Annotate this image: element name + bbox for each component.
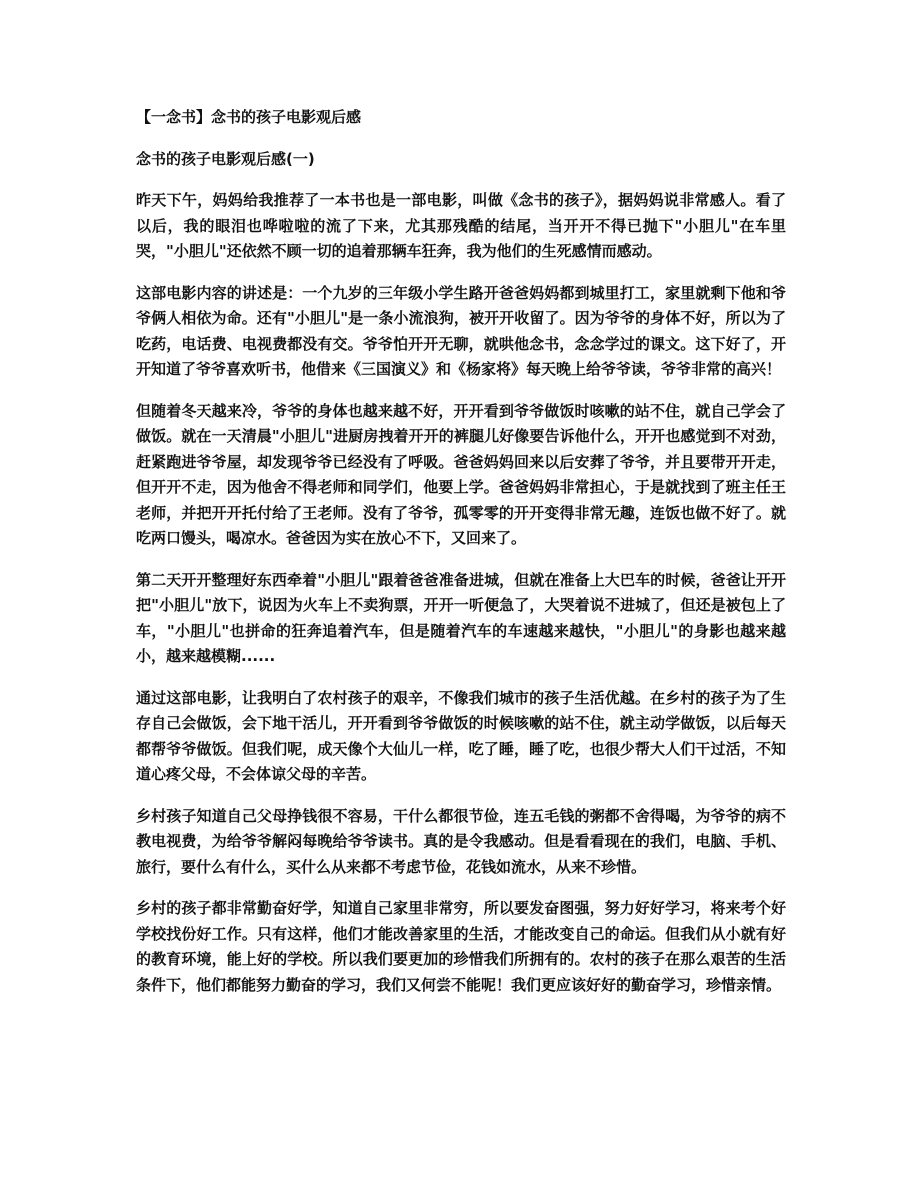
paragraph-2: 这部电影内容的讲述是：一个九岁的三年级小学生路开爸爸妈妈都到城里打工，家里就剩下他和爷爷俩人相依为命。还有"小胆儿"是一条小流浪狗，被开开收留了。因为爷爷的身体不好，所以为了吃药，电话费、电视费都没有交。爷爷怕开开无聊，就哄他念书，念念学过的课文。这下好了，开开知道了爷爷喜欢听书，他借来《三国演义》和《杨家将》每天晚上给爷爷读，爷爷非常的高兴！	[136, 283, 786, 378]
paragraph-4: 第二天开开整理好东西牵着"小胆儿"跟着爸爸准备进城，但就在准备上大巴车的时候，爸爸让开开把"小胆儿"放下，说因为火车上不卖狗票，开开一听便急了，大哭着说不进城了，但还是被包上了车，"小胆儿"也拼命的狂奔追着汽车，但是随着汽车的车速越来越快，"小胆儿"的身影也越来越小，越来越模糊......	[136, 570, 786, 665]
paragraph-7: 乡村的孩子都非常勤奋好学，知道自己家里非常穷，所以要发奋图强，努力好好学习，将来考个好学校找份好工作。只有这样，他们才能改善家里的生活，才能改变自己的命运。但我们从小就有好的教育环境，能上好的学校。所以我们要更加的珍惜我们所拥有的。农村的孩子在那么艰苦的生活条件下，他们都能努力勤奋的学习，我们又何尝不能呢！我们更应该好好的勤奋学习，珍惜亲情。	[136, 899, 786, 994]
paragraph-1: 昨天下午，妈妈给我推荐了一本书也是一部电影，叫做《念书的孩子》，据妈妈说非常感人。看了以后，我的眼泪也哗啦啦的流了下来，尤其那残酷的结尾，当开开不得已抛下"小胆儿"在车里哭，"小胆儿"还依然不顾一切的追着那辆车狂奔，我为他们的生死感情而感动。	[136, 191, 786, 260]
document-page	[136, 104, 786, 1014]
paragraph-3: 但随着冬天越来冷，爷爷的身体也越来越不好，开开看到爷爷做饭时咳嗽的站不住，就自己学会了做饭。就在一天清晨"小胆儿"进厨房拽着开开的裤腿儿好像要告诉他什么，开开也感觉到不对劲，赶紧跑进爷爷屋，却发现爷爷已经没有了呼吸。爸爸妈妈回来以后安葬了爷爷，并且要带开开走，但开开不走，因为他舍不得老师和同学们，他要上学。爸爸妈妈非常担心，于是就找到了班主任王老师，并把开开托付给了王老师。没有了爷爷，孤零零的开开变得非常无趣，连饭也做不好了。就吃两口馒头，喝凉水。爸爸因为实在放心不下，又回来了。	[136, 401, 786, 547]
document-title: 【一念书】念书的孩子电影观后感	[136, 108, 362, 126]
paragraph-5: 通过这部电影，让我明白了农村孩子的艰辛，不像我们城市的孩子生活优越。在乡村的孩子为了生存自己会做饭，会下地干活儿，开开看到爷爷做饭的时候咳嗽的站不住，就主动学做饭，以后每天都帮爷爷做饭。但我们呢，成天像个大仙儿一样，吃了睡，睡了吃，也很少帮大人们干过活，不知道心疼父母，不会体谅父母的辛苦。	[136, 688, 786, 783]
document-subtitle: 念书的孩子电影观后感(一)	[136, 150, 315, 168]
paragraph-6: 乡村孩子知道自己父母挣钱很不容易，干什么都很节俭，连五毛钱的粥都不舍得喝，为爷爷的病不教电视费，为给爷爷解闷每晚给爷爷读书。真的是令我感动。但是看看现在的我们，电脑、手机、旅行，要什么有什么，买什么从来都不考虑节俭，花钱如流水，从来不珍惜。	[136, 806, 786, 876]
